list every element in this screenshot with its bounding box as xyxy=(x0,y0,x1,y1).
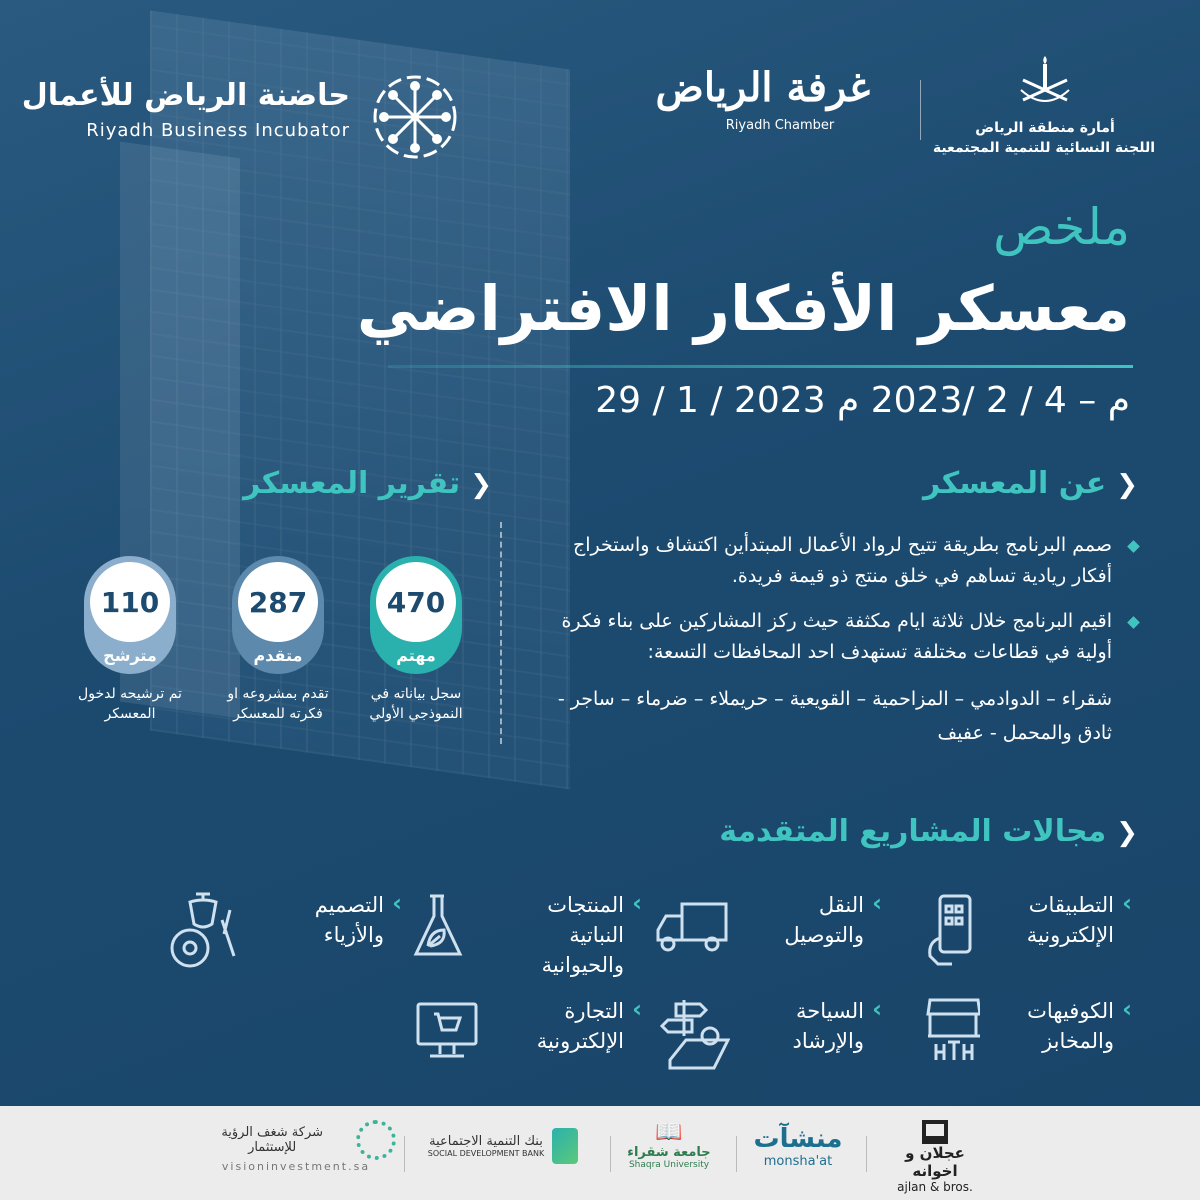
about-bullets xyxy=(540,530,1140,750)
flask-leaf-icon xyxy=(400,890,490,970)
area-ecommerce xyxy=(400,996,640,1086)
footer-divider xyxy=(866,1136,867,1172)
stat-label: مهتم xyxy=(396,646,436,665)
stat-value: 110 xyxy=(90,562,170,642)
areas-heading xyxy=(719,814,1138,849)
ajlan-mark-icon xyxy=(922,1120,948,1144)
area-fashion xyxy=(160,890,400,980)
ajlan-logo xyxy=(880,1120,990,1194)
vision-mark-icon xyxy=(356,1120,396,1160)
area-label: › التصميم والأزياء xyxy=(270,890,400,950)
stat-label: مترشح xyxy=(103,646,157,665)
summary-title: ملخص xyxy=(993,198,1130,256)
report-heading-text: تقرير المعسكر xyxy=(243,466,461,501)
main-title: معسكر الأفكار الافتراضي xyxy=(356,272,1130,345)
title-underline xyxy=(388,365,1133,368)
stat-desc: تقدم بمشروعه او فكرته للمعسكر xyxy=(227,686,329,722)
chevron-icon: ❮ xyxy=(470,470,492,500)
truck-icon xyxy=(640,890,730,970)
emirate-line-1: أمارة منطقة الرياض xyxy=(975,120,1115,136)
report-stats xyxy=(78,556,478,736)
sponsors-footer xyxy=(0,1106,1200,1200)
areas-heading-text: مجالات المشاريع المتقدمة xyxy=(719,814,1107,849)
area-label: › التجارة الإلكترونية xyxy=(510,996,640,1056)
stat-label: متقدم xyxy=(253,646,303,665)
vision-name-en: visioninvestment.sa xyxy=(221,1160,371,1173)
area-label: › التطبيقات الإلكترونية xyxy=(1000,890,1130,950)
shaqra-name-en: Shaqra University xyxy=(628,1160,710,1170)
riyadh-chamber-logo xyxy=(655,62,870,142)
area-cafes xyxy=(890,996,1130,1086)
stat-interested xyxy=(370,556,462,736)
emirate-logo xyxy=(932,50,1155,160)
emirate-line-2: اللجنة النسائية للتنمية المجتمعية xyxy=(932,140,1155,156)
rbi-mark-icon xyxy=(370,72,460,162)
vision-investment-logo xyxy=(196,1120,396,1190)
ajlan-name-en: ajlan & bros. xyxy=(897,1180,973,1194)
area-label: › المنتجات النباتية والحيوانية xyxy=(510,890,640,980)
about-heading xyxy=(923,466,1138,501)
area-tourism xyxy=(640,996,880,1086)
sdb-logo-row xyxy=(418,1128,588,1164)
vision-logo-row xyxy=(196,1120,396,1160)
rbi-logo xyxy=(21,72,460,162)
report-heading xyxy=(243,466,492,501)
stat-desc: تم ترشيحه لدخول المعسكر xyxy=(78,686,182,722)
governorates-list: شقراء – الدوادمي – المزاحمية – القويعية – حريملاء – ضرماء – ساجر - ثادق والمحمل - عفيف xyxy=(557,688,1112,744)
map-signpost-icon xyxy=(640,996,730,1076)
sdb-name-en: SOCIAL DEVELOPMENT BANK xyxy=(427,1149,545,1158)
area-transport xyxy=(640,890,880,980)
stat-desc: سجل بياناته في النموذجي الأولي xyxy=(369,686,463,722)
area-label: › الكوفيهات والمخابز xyxy=(1000,996,1130,1056)
mannequin-icon xyxy=(160,890,250,970)
monshaat-name-ar: منشآت xyxy=(753,1124,843,1154)
shaqra-logo xyxy=(624,1120,714,1190)
cafe-icon xyxy=(890,996,980,1076)
rbi-name-ar: حاضنة الرياض للأعمال xyxy=(21,78,350,113)
chevron-icon: ❮ xyxy=(1116,818,1138,848)
area-label: › النقل والتوصيل xyxy=(750,890,880,950)
area-apps xyxy=(890,890,1130,980)
ajlan-name-ar: عجلان و اخوانه xyxy=(905,1144,965,1180)
monshaat-name-en: monsha'at xyxy=(763,1154,833,1169)
stat-nominees xyxy=(78,556,182,736)
chevron-icon: ❮ xyxy=(1116,470,1138,500)
stat-applicants xyxy=(227,556,329,736)
footer-divider xyxy=(736,1136,737,1172)
smartphone-icon xyxy=(890,890,980,970)
chamber-name-en: Riyadh Chamber xyxy=(725,118,835,133)
sdb-name-ar: بنك التنمية الاجتماعية xyxy=(429,1134,543,1149)
shaqra-book-icon: 📖 xyxy=(655,1120,683,1145)
sdb-mark-icon xyxy=(552,1128,578,1164)
header-divider xyxy=(920,80,921,140)
stat-value: 470 xyxy=(376,562,456,642)
saudi-emblem-icon xyxy=(1013,50,1077,114)
area-products xyxy=(400,890,640,980)
area-label: › السياحة والإرشاد xyxy=(750,996,880,1056)
about-bullet-1: صمم البرنامج بطريقة تتيح لرواد الأعمال المبتدأين اكتشاف واستخراج أفكار ريادية تساهم في خلق منتج ذو قيمة فريدة. xyxy=(540,530,1140,592)
sdb-text xyxy=(428,1134,544,1158)
footer-divider xyxy=(610,1136,611,1172)
about-bullet-2: اقيم البرنامج خلال ثلاثة ايام مكثفة حيث ركز المشاركين على بناء فكرة أولية في قطاعات مختلفة تستهدف احد المحافظات التسعة: xyxy=(540,606,1140,668)
rbi-name-en: Riyadh Business Incubator xyxy=(86,120,350,141)
about-heading-text: عن المعسكر xyxy=(923,466,1107,501)
monshaat-logo xyxy=(748,1120,848,1190)
shaqra-name-ar: جامعة شقراء xyxy=(627,1145,711,1160)
sdb-logo xyxy=(418,1120,588,1190)
ecommerce-cart-icon xyxy=(400,996,490,1076)
chamber-name-ar: غرفة الرياض xyxy=(655,64,870,111)
section-divider xyxy=(500,522,502,744)
stat-value: 287 xyxy=(238,562,318,642)
date-range: 29 / 1 / 2023 م – 4 / 2 /2023 م xyxy=(595,380,1130,421)
footer-divider xyxy=(404,1136,405,1172)
vision-name-ar: شركة شغف الرؤية للإستثمار xyxy=(221,1125,324,1155)
